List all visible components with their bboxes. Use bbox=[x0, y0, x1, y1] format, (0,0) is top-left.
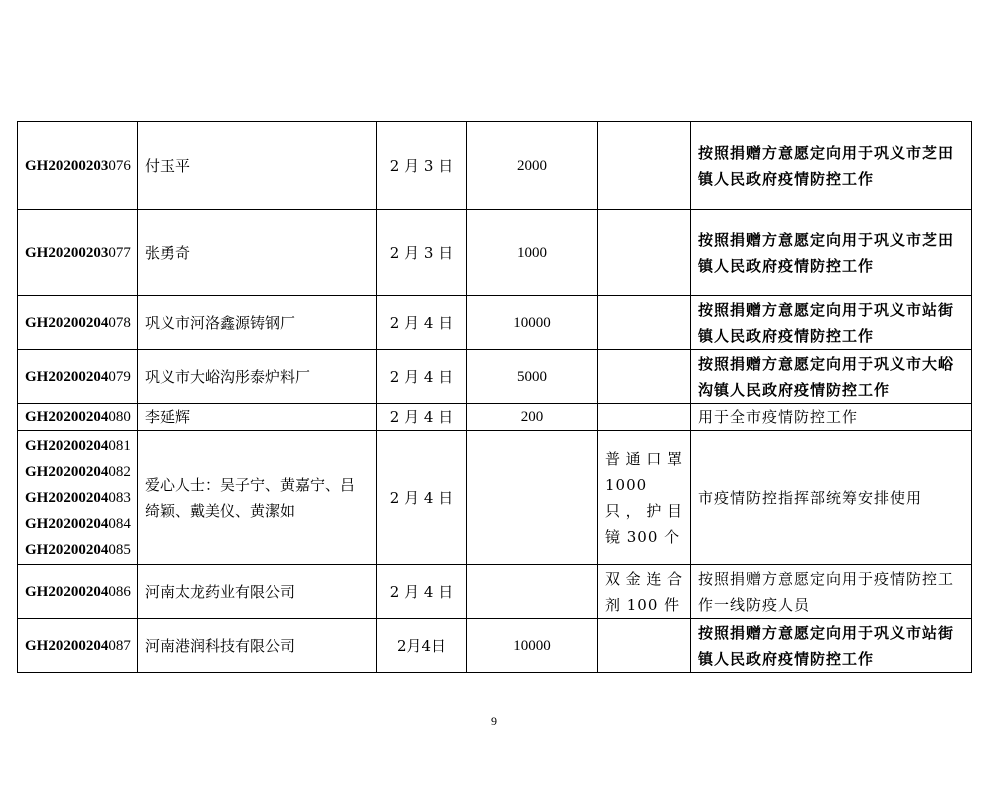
donation-usage: 用于全市疫情防控工作 bbox=[691, 404, 972, 431]
donation-usage: 按照捐赠方意愿定向用于疫情防控工作一线防疫人员 bbox=[691, 565, 972, 619]
donor-name: 河南太龙药业有限公司 bbox=[138, 565, 377, 619]
donation-id bbox=[25, 240, 130, 266]
table-row bbox=[18, 404, 972, 431]
donation-id-prefix: GH20200204 bbox=[25, 314, 109, 331]
donation-amount: 2000 bbox=[467, 122, 598, 210]
donor-name: 张勇奇 bbox=[138, 210, 377, 296]
donated-goods bbox=[598, 122, 691, 210]
donation-date: 2 月 4 日 bbox=[377, 431, 467, 565]
donated-goods bbox=[598, 210, 691, 296]
donation-id-suffix: 084 bbox=[108, 515, 131, 532]
donation-id-prefix: GH20200203 bbox=[25, 244, 109, 261]
donation-id bbox=[25, 459, 130, 485]
donation-id-suffix: 076 bbox=[108, 157, 131, 174]
donation-id bbox=[25, 633, 130, 659]
donation-id-prefix: GH20200204 bbox=[25, 541, 109, 558]
donation-id bbox=[25, 485, 130, 511]
donor-name: 爱心人士：吴子宁、黄嘉宁、吕绮颖、戴美仪、黄潔如 bbox=[138, 431, 377, 565]
table-row bbox=[18, 431, 972, 565]
donation-id-prefix: GH20200204 bbox=[25, 637, 109, 654]
donation-id-prefix: GH20200204 bbox=[25, 368, 109, 385]
donation-id-suffix: 082 bbox=[108, 463, 131, 480]
donation-amount: 10000 bbox=[467, 296, 598, 350]
donor-name: 河南港润科技有限公司 bbox=[138, 619, 377, 673]
donation-usage: 按照捐赠方意愿定向用于巩义市大峪沟镇人民政府疫情防控工作 bbox=[691, 350, 972, 404]
donation-usage: 按照捐赠方意愿定向用于巩义市芝田镇人民政府疫情防控工作 bbox=[691, 210, 972, 296]
donation-date: 2 月 4 日 bbox=[377, 350, 467, 404]
donation-table-body bbox=[18, 122, 972, 673]
donation-id bbox=[25, 364, 130, 390]
donation-usage: 按照捐赠方意愿定向用于巩义市站街镇人民政府疫情防控工作 bbox=[691, 296, 972, 350]
donation-id-prefix: GH20200204 bbox=[25, 515, 109, 532]
table-row bbox=[18, 350, 972, 404]
donation-table bbox=[17, 121, 972, 673]
donation-id-prefix: GH20200204 bbox=[25, 489, 109, 506]
donation-id-suffix: 078 bbox=[108, 314, 131, 331]
donor-name: 李延辉 bbox=[138, 404, 377, 431]
donation-id-cell bbox=[18, 210, 138, 296]
donation-amount: 5000 bbox=[467, 350, 598, 404]
donation-date: 2月4日 bbox=[377, 619, 467, 673]
donation-id bbox=[25, 579, 130, 605]
donor-name: 付玉平 bbox=[138, 122, 377, 210]
donor-name: 巩义市大峪沟彤泰炉料厂 bbox=[138, 350, 377, 404]
donation-id-cell bbox=[18, 565, 138, 619]
donation-id-suffix: 081 bbox=[108, 437, 131, 454]
table-row bbox=[18, 122, 972, 210]
donation-id-suffix: 079 bbox=[108, 368, 131, 385]
table-row bbox=[18, 619, 972, 673]
donation-id bbox=[25, 404, 130, 430]
table-row bbox=[18, 296, 972, 350]
donation-id bbox=[25, 433, 130, 459]
donation-id bbox=[25, 511, 130, 537]
donation-id-prefix: GH20200204 bbox=[25, 409, 109, 425]
donation-id-cell bbox=[18, 619, 138, 673]
donation-id-suffix: 085 bbox=[108, 541, 131, 558]
donated-goods bbox=[598, 619, 691, 673]
donation-usage: 按照捐赠方意愿定向用于巩义市芝田镇人民政府疫情防控工作 bbox=[691, 122, 972, 210]
donation-date: 2 月 4 日 bbox=[377, 404, 467, 431]
donation-date: 2 月 3 日 bbox=[377, 210, 467, 296]
donation-id-cell bbox=[18, 296, 138, 350]
table-row bbox=[18, 565, 972, 619]
donation-id-suffix: 077 bbox=[108, 244, 131, 261]
donation-amount: 200 bbox=[467, 404, 598, 431]
donation-id-suffix: 080 bbox=[108, 409, 131, 425]
donation-id-cell bbox=[18, 404, 138, 431]
donation-id bbox=[25, 537, 130, 563]
donation-id-cell bbox=[18, 122, 138, 210]
donation-id-cell bbox=[18, 350, 138, 404]
donor-name: 巩义市河洛鑫源铸钢厂 bbox=[138, 296, 377, 350]
donation-id-cell bbox=[18, 431, 138, 565]
donation-usage: 按照捐赠方意愿定向用于巩义市站街镇人民政府疫情防控工作 bbox=[691, 619, 972, 673]
donated-goods bbox=[598, 296, 691, 350]
donation-amount: 10000 bbox=[467, 619, 598, 673]
donation-id-prefix: GH20200204 bbox=[25, 583, 109, 600]
donation-id-prefix: GH20200203 bbox=[25, 157, 109, 174]
donated-goods bbox=[598, 350, 691, 404]
donation-id bbox=[25, 310, 130, 336]
donation-id-suffix: 087 bbox=[108, 637, 131, 654]
donation-usage: 市疫情防控指挥部统筹安排使用 bbox=[691, 431, 972, 565]
donation-date: 2 月 3 日 bbox=[377, 122, 467, 210]
donation-id-suffix: 083 bbox=[108, 489, 131, 506]
donation-date: 2 月 4 日 bbox=[377, 565, 467, 619]
donation-amount bbox=[467, 565, 598, 619]
donated-goods: 普通口罩 1000 只，护目镜 300 个 bbox=[598, 431, 691, 565]
donation-id-suffix: 086 bbox=[108, 583, 131, 600]
donated-goods bbox=[598, 404, 691, 431]
page-number: 9 bbox=[491, 714, 497, 728]
table-row bbox=[18, 210, 972, 296]
donation-amount bbox=[467, 431, 598, 565]
donation-id bbox=[25, 153, 130, 179]
donation-id-prefix: GH20200204 bbox=[25, 463, 109, 480]
donated-goods: 双金连合剂 100 件 bbox=[598, 565, 691, 619]
donation-date: 2 月 4 日 bbox=[377, 296, 467, 350]
donation-id-prefix: GH20200204 bbox=[25, 437, 109, 454]
donation-amount: 1000 bbox=[467, 210, 598, 296]
